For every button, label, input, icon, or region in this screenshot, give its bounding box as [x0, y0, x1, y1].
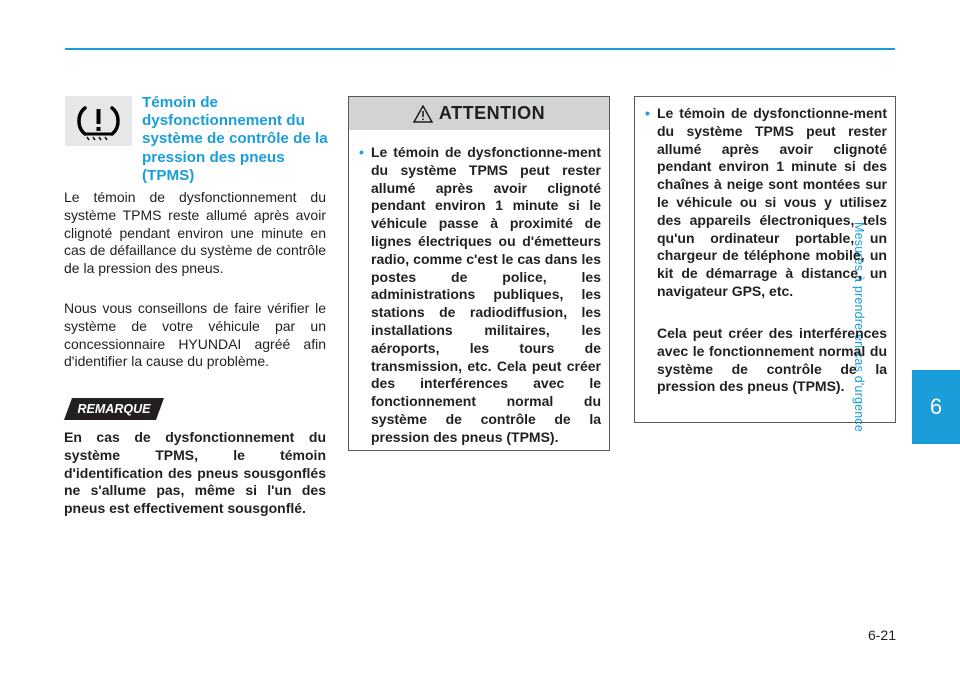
- attention-header: [349, 97, 609, 130]
- remarque-label: REMARQUE: [77, 402, 151, 416]
- warning-triangle-icon: [413, 105, 433, 123]
- attention-box: [348, 96, 610, 451]
- info-text-2: Cela peut créer des interférences avec le fonctionnement normal du système de contrôle de la pression des pneus (TPMS).: [657, 325, 887, 395]
- chapter-number-tab: [912, 370, 960, 444]
- remarque-badge: [64, 398, 164, 420]
- attention-title: ATTENTION: [438, 103, 546, 123]
- top-rule: [65, 48, 895, 50]
- description-paragraph-2: Nous vous conseillons de faire vérifier le système de votre véhicule par un concessionnaire HYUNDAI agréé afin d'identifier la cause du problème.: [64, 300, 326, 370]
- remarque-text: En cas de dysfonctionnement du système TPMS, le témoin d'identification des pneus sousgonflés ne s'allume pas, même si l'un des pneus est effectivement sousgonflé.: [64, 429, 326, 517]
- info-text-1: Le témoin de dysfonctionne-ment du système TPMS peut rester allumé après avoir clignoté pendant environ 1 minute si des chaînes à neige sont montées sur le véhicule ou si vous y utilisez des appareils électroniques, tels qu'un ordinateur portable, un chargeur de téléphone mobile, un kit de démarrage à distance, un navigateur GPS, etc.: [657, 105, 887, 299]
- section-title: Témoin de dysfonctionnement du système de contrôle de la pression des pneus (TPMS): [142, 94, 328, 184]
- bullet-dot: •: [645, 105, 650, 121]
- page-number: 6-21: [867, 627, 896, 643]
- attention-text: Le témoin de dysfonctionne-ment du système TPMS peut rester allumé après avoir clignoté pendant environ 1 minute si le véhicule passe à proximité de lignes électriques ou d'émetteurs radio, comme c'est le cas dans les postes de police, les administrations publiques, les stations de radiodiffusion, les installations militaires, les aéroports, les tours de transmission, etc. Cela peut créer des interférences avec le fonctionnement normal du système de contrôle de la pression des pneus (TPMS).: [371, 144, 601, 445]
- chapter-number: 6: [929, 394, 943, 419]
- bullet-dot: •: [359, 144, 364, 160]
- info-box: [634, 96, 896, 432]
- section-tab-label: Mesures à prendre en cas d'urgence: [852, 222, 866, 432]
- description-paragraph-1: Le témoin de dysfonctionnement du système TPMS reste allumé après avoir clignoté pendant environ une minute en cas de défaillance du système de contrôle de la pression des pneus.: [64, 189, 326, 277]
- tpms-malfunction-icon: [65, 96, 132, 146]
